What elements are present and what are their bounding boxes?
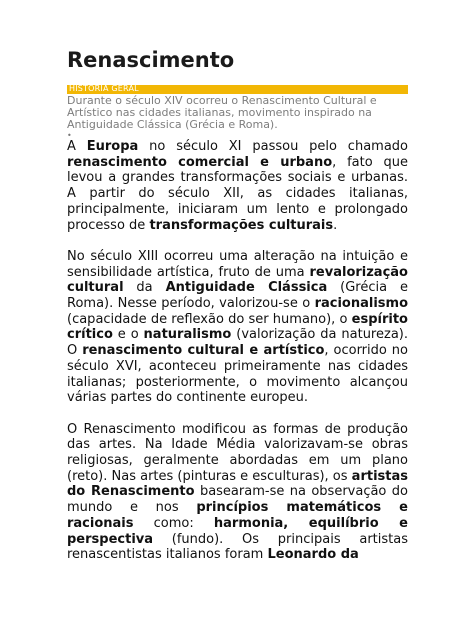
paragraph-1 — [67, 139, 408, 233]
text-run: No século XIII ocorreu uma alteração na intuição e sensibilidade artística, fruto de uma — [67, 248, 408, 280]
bold-term: naturalismo — [143, 327, 232, 343]
bold-term: Europa — [86, 139, 139, 154]
bold-term: revalorização cultural — [67, 264, 408, 296]
bold-term: transformações culturais — [149, 217, 334, 233]
bold-term: harmonia, equilíbrio e perspectiva — [67, 515, 408, 547]
article-body — [67, 139, 408, 579]
category-label: HISTÓRIA GERAL — [69, 84, 139, 93]
bold-term: racionalismo — [314, 296, 408, 312]
bold-term: artistas do Renascimento — [67, 468, 408, 500]
bullet-icon: • — [67, 131, 72, 140]
text-run: da — [123, 280, 166, 296]
paragraph-3 — [67, 422, 408, 563]
text-run: como: — [133, 515, 214, 531]
text-run: O Renascimento modificou as formas de produção das artes. Na Idade Média valorizavam-se obras religiosas, geralmente abordadas em um plano (reto). Nas artes (pinturas e esculturas), os — [67, 421, 408, 484]
text-run: (fundo). Os principais artistas renascentistas italianos foram — [67, 531, 408, 563]
lead-summary: Durante o século XIV ocorreu o Renascimento Cultural e Artístico nas cidades italianas, movimento inspirado na Antiguidade Clássica (Grécia e Roma). — [67, 94, 377, 132]
text-run: no século XI passou pelo chamado — [138, 139, 408, 154]
text-run: (valorização da natureza). O — [67, 327, 408, 359]
bold-term: Antiguidade Clássica — [165, 280, 328, 296]
bold-term: renascimento cultural e artístico — [82, 343, 325, 359]
text-run: , fato que levou a grandes transformações sociais e urbanas. A partir do século XII, as cidades italianas, principalmente, iniciaram um lento e prolongado processo de — [67, 154, 409, 233]
bold-term: renascimento comercial e urbano — [67, 154, 333, 170]
bold-term: espírito crítico — [67, 311, 408, 343]
bold-term: Leonardo da — [267, 547, 359, 563]
text-run: . — [333, 217, 338, 233]
text-run: , ocorrido no século XVI, aconteceu primeiramente nas cidades italianas; posteriormente, o movimento alcançou várias partes do continente europeu. — [67, 343, 408, 406]
text-run: e o — [112, 327, 144, 343]
text-run: A — [67, 139, 87, 154]
text-run: basearam-se na observação do mundo e nos — [67, 484, 408, 516]
paragraph-2 — [67, 249, 408, 406]
bold-term: princípios matemáticos e racionais — [67, 500, 408, 531]
text-run: (Grécia e Roma). Nesse período, valorizou-se o — [67, 280, 408, 312]
category-bar — [67, 85, 408, 94]
text-run: (capacidade de reflexão do ser humano), o — [67, 311, 352, 327]
page-title: Renascimento — [67, 48, 235, 72]
